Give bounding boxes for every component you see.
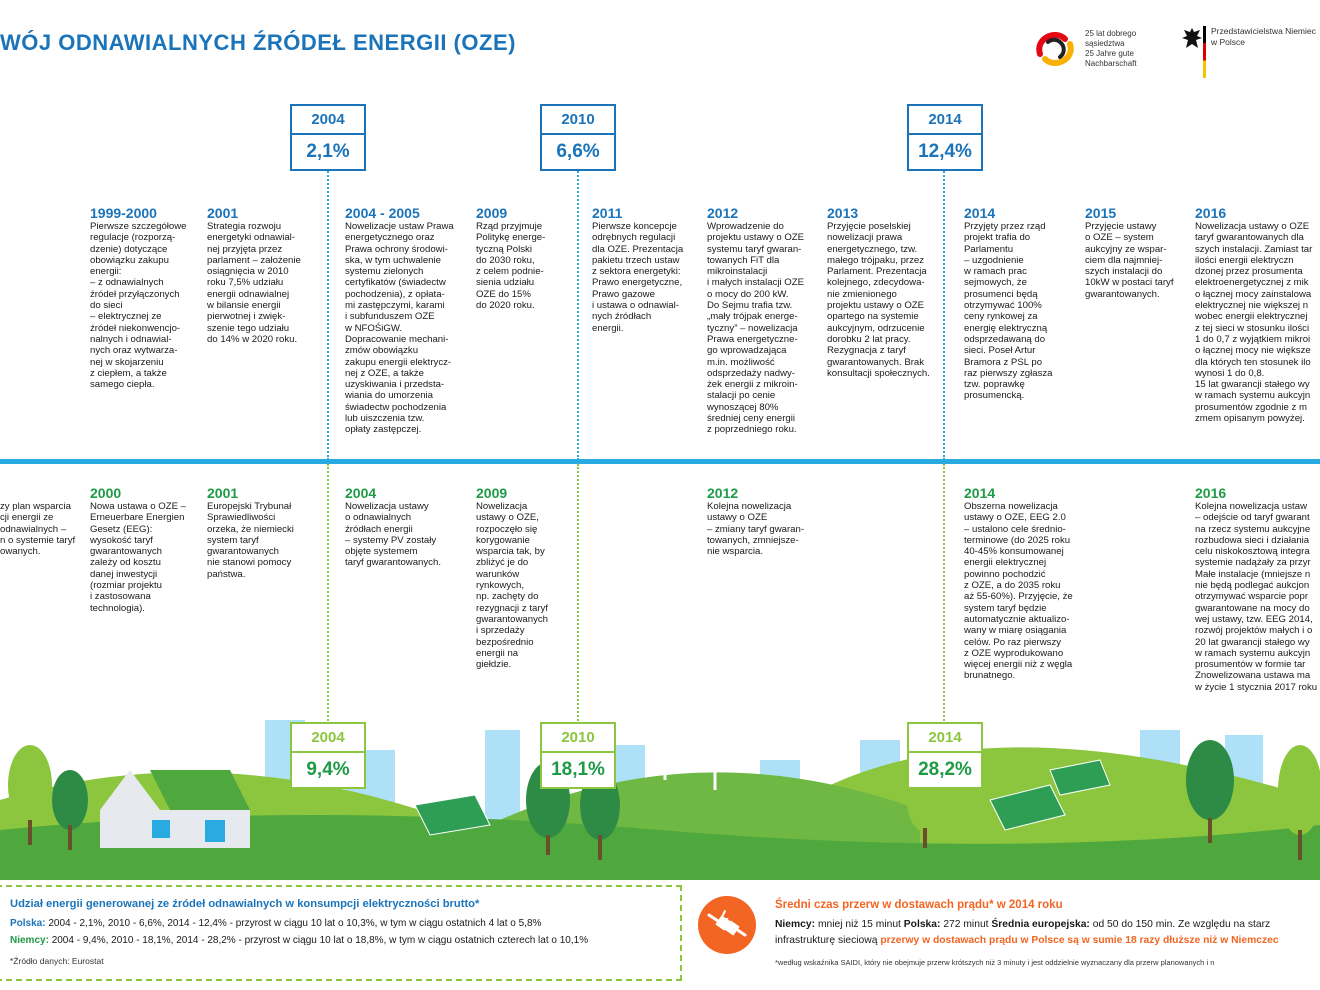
event-text: Nowelizacja ustawy o OZE, rozpoczęło się korygowanie wsparcia tak, by zbliżyć je do warunków rynkowych, np. zachęty do rezygnacji z taryf gwarantowanych i sprzedaży bezpośrednio energii na giełdzie. [476,501,548,671]
poland-label: Polska: [10,918,46,929]
power-plug-icon [697,895,757,955]
event-year: 2012 [707,205,739,221]
event-text: Nowa ustawa o OZE – Erneuerbare Energien Gesetz (EEG): wysokość taryf gwarantowanych zależy od kosztu danej inwestycji (rozmiar projektu i zastosowana technologia). [90,501,186,614]
de-milestone-share: 28,2% [918,759,972,780]
share-summary-title: Udział energii generowanej ze źródeł odnawialnych w konsumpcji elektryczności brutto* [10,898,480,910]
de-milestone-line-2004 [327,464,329,724]
milestone-line-2014 [943,168,945,460]
event-text: Pierwsze koncepcje odrębnych regulacji dla OZE. Prezentacja pakietu trzech ustaw z sektora energetyki: Prawo energetyczne, Prawo gazowe i ustawa o odnawial- nych źródłach energii. [592,221,684,334]
de-milestone-2004 [290,722,366,789]
timeline-axis [0,459,1320,464]
eagle-icon [1180,26,1204,52]
outage-highlight: przerwy w dostawach prądu w Polsce są w sumie 18 razy dłuższe niż w Niemczec [880,935,1279,946]
pl-milestone-share: 6,6% [556,141,600,162]
pl-event [707,205,804,436]
event-year: 2013 [827,205,859,221]
pl-milestone-share: 2,1% [306,141,350,162]
outage-values-line [775,919,1270,930]
outage-eu-value: od 50 do 150 min. Ze względu na starz [1092,919,1271,930]
outage-pl-value: 272 minut [943,919,989,930]
de-milestone-year: 2004 [292,724,364,753]
pl-milestone-share: 12,4% [918,141,972,162]
de-milestone-line-2010 [577,464,579,724]
outage-footnote: *według wskaźnika SAIDI, który nie obejmuje przerw krótszych niż 3 minuty i jest oddzielnie wyznaczany dla przerw planowanych i n [775,958,1215,967]
event-text: Nowelizacja ustawy o OZE taryf gwarantowanych dla szych instalacji. Zamiast tar ilości energii elektryczn dzonej przez prosumenta elektroenergetycznej z mik o łącznej mocy zainstalowa elektrycznej nie większej n wobec energii elektrycznej z tej sieci w stosunku ilości 1 do 0,7 z wyjątkiem mikroi o łącznej mocy nie większe dla których ten stosunek ilo wynosi 1 do 0,8. 15 lat gwarancji stałego wy w ramach systemu aukcyjn prosumentów zgodnie z m zmem opisanym powyżej. [1195,221,1313,425]
event-year: 2016 [1195,205,1227,221]
pl-milestone-2004 [290,104,366,171]
pl-event [964,205,1053,402]
event-year: 2011 [592,205,623,221]
outage-de-label: Niemcy: [775,919,816,930]
share-germany-line [10,935,588,946]
pl-milestone-2014 [907,104,983,171]
event-text: Przyjęcie ustawy o OZE – system aukcyjny ze wspar- ciem dla najmniej- szych instalacji do 10kW w postaci taryf gwarantowanych. [1085,221,1174,300]
de-event [964,485,1073,682]
de-milestone-share: 9,4% [306,759,350,780]
event-year: 2009 [476,205,508,221]
event-year: 2001 [207,485,239,501]
outage-summary-line [775,935,1279,946]
event-year: 2009 [476,485,508,501]
pl-milestone-year: 2010 [542,106,614,135]
event-year: 2016 [1195,485,1227,501]
pl-event [90,205,187,390]
de-event [345,485,441,569]
event-text: zy plan wsparcia cji energii ze odnawialnych – n o systemie taryf owanych. [0,501,76,558]
event-year: 2014 [964,205,996,221]
pl-event [1195,205,1320,424]
de-milestone-year: 2010 [542,724,614,753]
pl-event [345,205,454,436]
page-title: WÓJ ODNAWIALNYCH ŹRÓDEŁ ENERGII (OZE) [0,30,516,55]
germany-label: Niemcy: [10,935,49,946]
pl-milestone-year: 2004 [292,106,364,135]
pl-event [827,205,930,379]
event-text: Nowelizacje ustaw Prawa energetycznego oraz Prawa ochrony środowi- ska, w tym uchwalenie systemu zielonych certyfikatów (świadectw pochodzenia), z opłata- mi zastępczymi, karami i subfunduszem OZE w NFOŚiGW. Dopracowanie mechani- zmów obowiązku zakupu energii elektrycz- nej z OZE, a także uzyskiwania i przedsta- wiania do umorzenia świadectw pochodzenia lub uiszczenia tzw. opłaty zastępczej. [345,221,454,436]
event-text: Pierwsze szczegółowe regulacje (rozporzą- dzenie) dotyczące obowiązku zakupu energii: – z odnawialnych źródeł przyłączonych do sieci – elektrycznej ze źródeł niekonwencjo- nalnych i odnawial- nych oraz wytwarza- nej w skojarzeniu z ciepłem, a także samego ciepła. [90,221,187,391]
event-text: Kolejna nowelizacja ustawy o OZE – zmiany taryf gwaran- towanych, zmniejsze- nie wsparcia. [707,501,805,558]
de-milestone-2014 [907,722,983,789]
embassy-caption: Przedstawicielstwa Niemiec w Polsce [1211,26,1316,47]
outage-title: Średni czas przerw w dostawach prądu* w 2014 roku [775,899,1063,911]
pl-event [476,205,545,311]
de-milestone-2010 [540,722,616,789]
outage-eu-label: Średnia europejska: [991,919,1090,930]
event-year: 2015 [1085,205,1117,221]
outage-de-value: mniej niż 15 minut [817,919,901,930]
pl-milestone-year: 2014 [909,106,981,135]
german-flag-bar [1203,26,1206,78]
de-event [707,485,804,557]
event-year: 2004 [345,485,377,501]
event-text: Wprowadzenie do projektu ustawy o OZE systemu taryf gwaran- towanych FiT dla mikroinstalacji i małych instalacji OZE o mocy do 200 kW. Do Sejmu trafia tzw. „mały trójpak energe- tyczny” – nowelizacja Prawa energetyczne- go wprowadzająca m.in. możliwość odsprzedaży nadwy- żek energii z mikroin- stalacji po cenie wynoszącej 80% średniej ceny energii z poprzedniego roku. [707,221,805,436]
anniversary-logo [1030,24,1080,74]
pl-milestone-2010 [540,104,616,171]
de-event [207,485,294,580]
de-milestone-share: 18,1% [551,759,605,780]
event-year: 2001 [207,205,239,221]
de-event [476,485,548,670]
outage-pl-label: Polska: [903,919,941,930]
de-milestone-year: 2014 [909,724,981,753]
germany-share-text: 2004 - 9,4%, 2010 - 18,1%, 2014 - 28,2% - przyrost w ciągu 10 lat o 18,8%, w tym w ciągu ostatnich czterech lat o 10,1% [51,935,589,946]
event-text: Europejski Trybunał Sprawiedliwości orzeka, że niemiecki system taryf gwarantowanych nie stanowi pomocy państwa. [207,501,294,580]
poland-share-text: 2004 - 2,1%, 2010 - 6,6%, 2014 - 12,4% - przyrost w ciągu 10 lat o 10,3%, w tym w ciągu ostatnich 4 lat o 5,8% [48,918,542,929]
de-milestone-line-2014 [943,464,945,724]
event-text: Rząd przyjmuje Politykę energe- tyczną Polski do 2030 roku, z celem podnie- sienia udziału OZE do 15% do 2020 roku. [476,221,546,312]
pl-event [592,205,683,334]
milestone-line-2004 [327,168,329,460]
event-text: Strategia rozwoju energetyki odnawial- nej przyjęta przez parlament – założenie osiągnięcia w 2010 roku 7,5% udziału energii odnawialnej w bilansie energii pierwotnej i zwięk- szenie tego udziału do 14% w 2020 roku. [207,221,301,345]
milestone-line-2010 [577,168,579,460]
pl-event [207,205,301,345]
event-year: 2014 [964,485,996,501]
de-event [90,485,186,614]
event-year: 2012 [707,485,739,501]
de-event [0,501,85,557]
outage-line2-start: infrastrukturę sieciową [775,935,878,946]
event-text: Przyjęcie poselskiej nowelizacji prawa energetycznego, tzw. małego trójpaku, przez Parlament. Prezentacja kolejnego, zdecydowa- nie zmienionego projektu ustawy o OZE opartego na systemie aukcyjnym, odrzucenie dorobku 2 lat pracy. Rezygnacja z taryf gwarantowanych. Brak konsultacji społecznych. [827,221,930,379]
data-source: *Źródło danych: Eurostat [10,956,104,966]
event-text: Przyjęty przez rząd projekt trafia do Parlamentu – uzgodnienie w ramach prac sejmowych, że prosumenci będą otrzymywać 100% ceny rynkowej za energię elektryczną odsprzedawaną do sieci. Poseł Artur Bramora z PSL po raz pierwszy zgłasza tzw. poprawkę prosumencką. [964,221,1053,402]
logo-caption: 25 lat dobrego sąsiedztwa 25 Jahre gute Nachbarschaft [1085,29,1137,68]
event-year: 1999-2000 [90,205,157,221]
event-year: 2004 - 2005 [345,205,420,221]
event-text: Kolejna nowelizacja ustaw – odejście od taryf gwarant na rzecz systemu aukcyjne rozbudowa sieci i działania celu niskokosztową integra systemie nadążały za przyr Małe instalacje (mniejsze n nie będą podlegać aukcjon otrzymywać wsparcie popr gwarantowane na mocy do wej ustawy, tzw. EEG 2014, rozwój projektów małych i o 20 lat gwarancji stałego wy w ramach systemu aukcyjn prosumentów w formie tar Znowelizowana ustawa ma w życie 1 stycznia 2017 roku [1195,501,1318,693]
event-year: 2000 [90,485,122,501]
landscape-illustration [0,660,1320,880]
event-text: Obszerna nowelizacja ustawy o OZE, EEG 2.0 – ustalono cele średnio- terminowe (do 2025 roku 40-45% konsumowanej energii elektrycznej powinno pochodzić z OZE, a do 2035 roku aż 55-60%). Przyjęcie, że system taryf będzie automatycznie aktualizo- wany w miarę osiągania celów. Po raz pierwszy z OZE wyprodukowano więcej energii niż z węgla brunatnego. [964,501,1073,682]
pl-event [1085,205,1174,300]
event-text: Nowelizacja ustawy o odnawialnych źródłach energii – systemy PV zostały objęte systemem taryf gwarantowanych. [345,501,441,569]
share-poland-line [10,918,541,929]
